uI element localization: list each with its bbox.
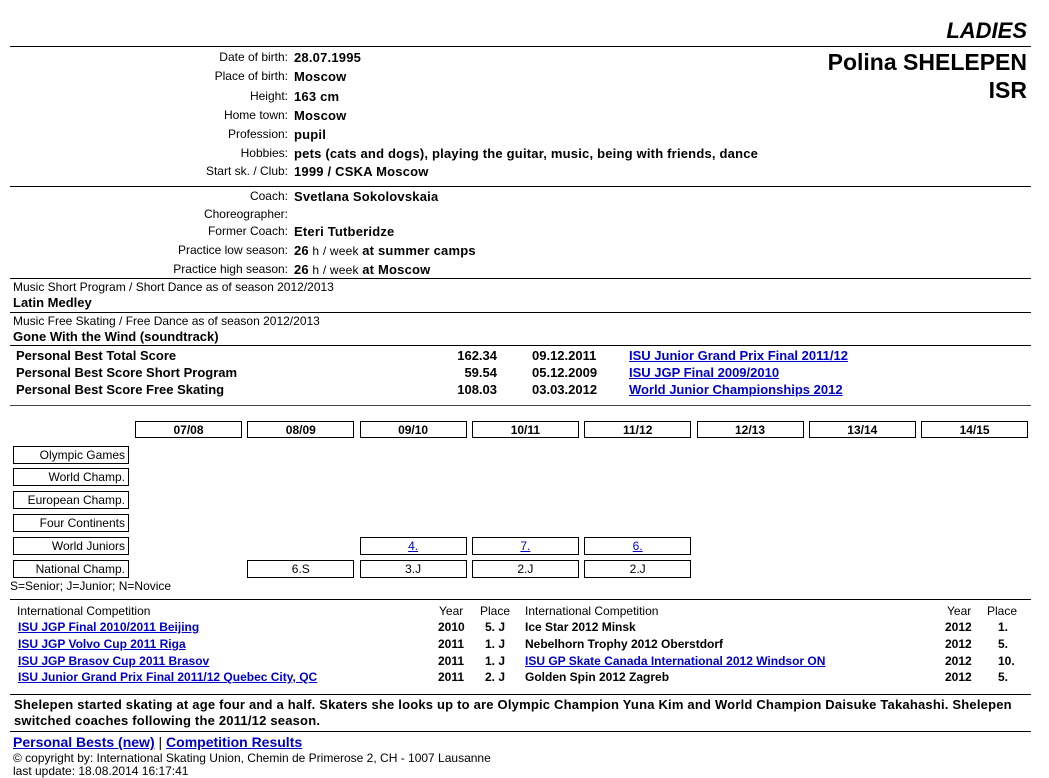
practice-low-label: Practice low season: [177,243,288,257]
comp-header-right: International Competition [525,604,659,618]
bio-label: Hobbies: [240,146,288,160]
competition-place: 5. [998,670,1009,684]
skater-nation: ISR [988,77,1027,103]
bio-label: Place of birth: [214,69,288,83]
practice-low-value: 26 h / week at summer camps [294,243,476,258]
place-header-right: Place [987,604,1018,618]
competition-year: 2012 [945,670,972,684]
pb-score: 108.03 [457,382,497,397]
divider [10,405,1031,406]
pb-label: Personal Best Score Short Program [16,365,238,380]
practice-high-value: 26 h / week at Moscow [294,262,431,277]
place-header-left: Place [480,604,511,618]
last-update-text: last update: 18.08.2014 16:17:41 [13,764,189,778]
category-title: LADIES [946,18,1027,43]
pb-score: 162.34 [457,348,497,363]
season-header: 08/09 [247,421,354,438]
season-header: 12/13 [697,421,804,438]
competition-place: 10. [998,654,1015,668]
competition-place: 2. J [485,670,506,684]
bio-label: Start sk. / Club: [205,164,288,178]
event-label: European Champ. [13,491,129,509]
competition-place: 5. [998,637,1009,651]
pb-score: 59.54 [464,365,497,380]
competition-year: 2011 [438,637,465,651]
season-header: 09/10 [360,421,467,438]
competition-year: 2012 [945,654,972,668]
pb-event-link[interactable]: ISU Junior Grand Prix Final 2011/12 [629,348,848,363]
competition-link[interactable]: ISU Junior Grand Prix Final 2011/12 Quebec City, QC [18,670,318,684]
pb-date: 05.12.2009 [532,365,598,380]
personal-bests-link[interactable]: Personal Bests (new) [13,734,155,750]
pb-label: Personal Best Score Free Skating [16,382,225,397]
pb-label: Personal Best Total Score [16,348,177,363]
competition-link[interactable]: ISU GP Skate Canada International 2012 Windsor ON [525,654,826,668]
bio-value: Moscow [294,69,347,84]
skater-name: Polina SHELEPEN [827,49,1027,75]
choreographer-label: Choreographer: [203,207,288,221]
competition-name: Golden Spin 2012 Zagreb [525,670,670,684]
bio-value: 163 cm [294,89,340,104]
result-cell [584,537,691,555]
remarks-text: Shelepen started skating at age four and a half. Skaters she looks up to are Olympic Champion Yuna Kim and World Champion Daisuke Takahashi. Shelepen switched coaches following the 2011/12 season. [14,697,1012,728]
season-header: 10/11 [472,421,579,438]
competition-link[interactable]: ISU JGP Final 2010/2011 Beijing [18,620,200,634]
copyright-text: © copyright by: International Skating Union, Chemin de Primerose 2, CH - 1007 Lausanne [13,751,491,765]
competition-link[interactable]: ISU JGP Brasov Cup 2011 Brasov [18,654,210,668]
footer-separator: | [154,734,167,750]
divider [10,312,1031,313]
competition-place: 1. [998,620,1009,634]
competition-place: 1. J [485,637,506,651]
competition-year: 2011 [438,670,465,684]
bio-value: pets (cats and dogs), playing the guitar, music, being with friends, dance [294,146,759,161]
year-header-right: Year [947,604,972,618]
competition-place: 5. J [485,620,506,634]
divider [10,345,1031,346]
pb-date: 03.03.2012 [532,382,598,397]
national-result: 2.J [472,560,579,578]
event-label: Four Continents [13,514,129,532]
bio-value: 28.07.1995 [294,50,362,65]
bio-label: Date of birth: [219,50,288,64]
world-juniors-result-link[interactable]: 4. [408,539,419,553]
competition-year: 2010 [438,620,465,634]
divider [10,694,1031,695]
competition-year: 2011 [438,654,465,668]
bio-value: Moscow [294,108,347,123]
music-fs-label: Music Free Skating / Free Dance as of season 2012/2013 [13,314,320,328]
divider [10,186,1031,187]
divider [10,599,1031,600]
music-sp-label: Music Short Program / Short Dance as of season 2012/2013 [13,280,334,294]
former-coach-value: Eteri Tutberidze [294,224,395,239]
national-result: 6.S [247,560,354,578]
coach-value: Svetlana Sokolovskaia [294,189,439,204]
competition-year: 2012 [945,637,972,651]
national-result: 2.J [584,560,691,578]
coach-label: Coach: [249,189,288,203]
year-header-left: Year [439,604,464,618]
competition-link[interactable]: ISU JGP Volvo Cup 2011 Riga [18,637,186,651]
music-sp-title: Latin Medley [13,295,92,310]
bio-value: pupil [294,127,327,142]
divider [10,278,1031,279]
competition-place: 1. J [485,654,506,668]
pb-event-link[interactable]: ISU JGP Final 2009/2010 [629,365,780,380]
competition-name: Nebelhorn Trophy 2012 Oberstdorf [525,637,724,651]
competition-results-link[interactable]: Competition Results [166,734,303,750]
event-label: National Champ. [13,560,129,578]
world-juniors-result-link[interactable]: 7. [520,539,531,553]
pb-date: 09.12.2011 [532,348,597,363]
level-legend: S=Senior; J=Junior; N=Novice [10,579,172,593]
national-result: 3.J [360,560,467,578]
season-header: 14/15 [921,421,1028,438]
divider [10,46,1031,47]
competition-name: Ice Star 2012 Minsk [525,620,636,634]
bio-value: 1999 / CSKA Moscow [294,164,429,179]
world-juniors-result-link[interactable]: 6. [632,539,643,553]
season-header: 11/12 [584,421,691,438]
bio-label: Home town: [223,108,288,122]
event-label: World Juniors [13,537,129,555]
event-label: Olympic Games [13,446,129,464]
season-header: 07/08 [135,421,242,438]
result-cell [360,537,467,555]
season-header: 13/14 [809,421,916,438]
bio-label: Profession: [227,127,288,141]
event-label: World Champ. [13,468,129,486]
divider [10,731,1031,732]
result-cell [472,537,579,555]
music-fs-title: Gone With the Wind (soundtrack) [13,329,219,344]
comp-header-left: International Competition [17,604,151,618]
former-coach-label: Former Coach: [207,224,288,238]
footer-links [13,734,302,750]
pb-event-link[interactable]: World Junior Championships 2012 [629,382,843,397]
practice-high-label: Practice high season: [173,262,288,276]
competition-year: 2012 [945,620,972,634]
bio-label: Height: [249,89,288,103]
